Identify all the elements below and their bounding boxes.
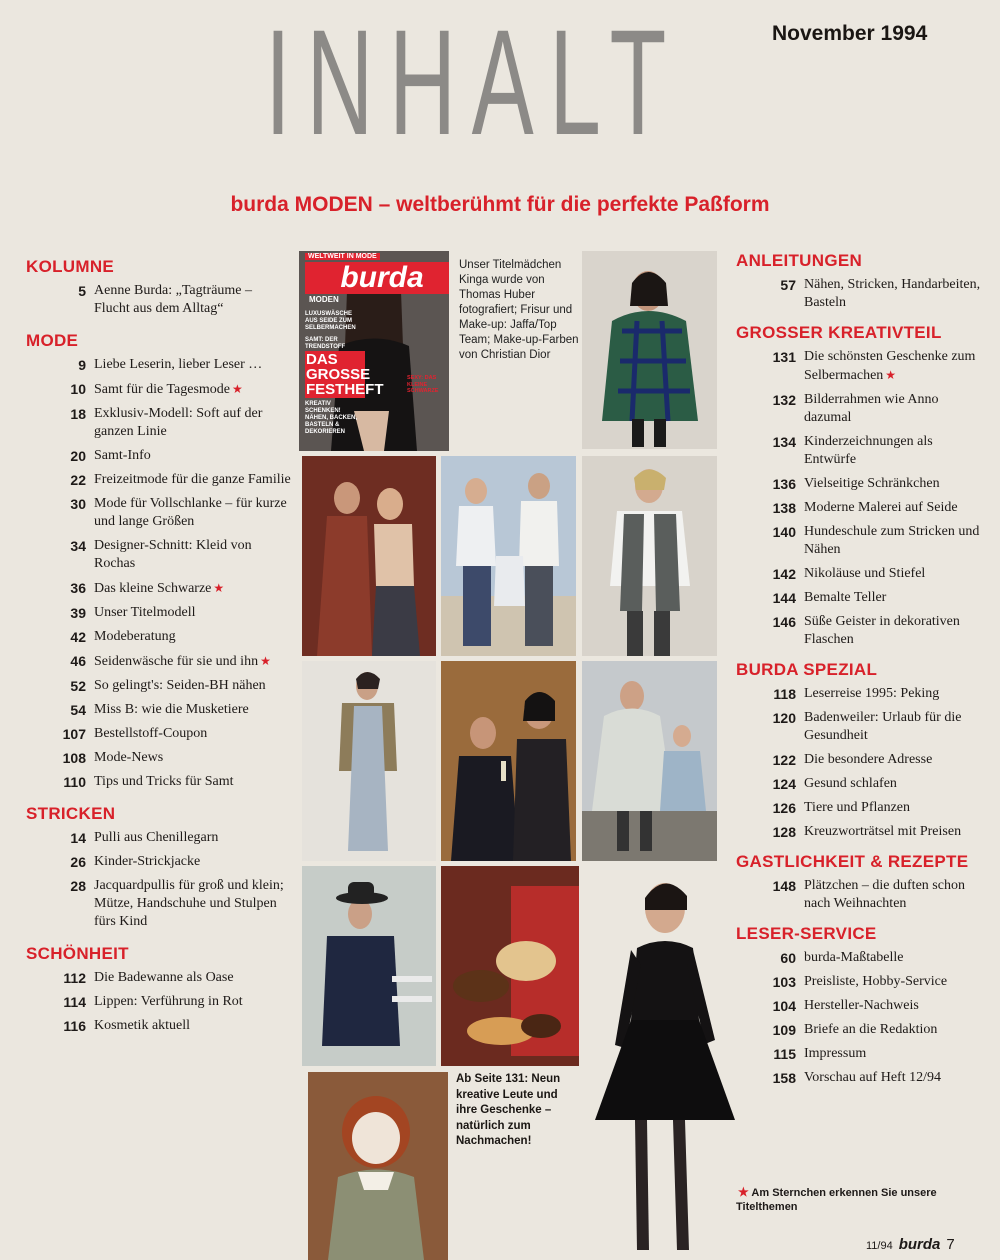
entry-text: Süße Geister in dekorativen Flaschen [804, 614, 960, 647]
toc-entry [736, 949, 981, 967]
entry-title [94, 652, 291, 671]
entry-title [94, 447, 291, 465]
footer-brand: burda [898, 1236, 941, 1253]
entry-title [804, 613, 981, 649]
entry-text: Mode-News [94, 750, 164, 765]
left-toc-column [26, 258, 291, 1035]
entry-text: Das kleine Schwarze [94, 581, 212, 596]
page-ref: 116 [63, 1018, 86, 1034]
entry-text: Kinderzeichnungen als Entwürfe [804, 434, 933, 467]
photo-vest-outfit [582, 456, 717, 656]
toc-entry [736, 775, 981, 793]
toc-entry [26, 725, 291, 743]
photo-rag-doll [308, 1072, 448, 1260]
page-ref: 46 [70, 653, 86, 669]
page-ref: 18 [70, 406, 86, 422]
entry-title [804, 877, 981, 913]
toc-entry [26, 677, 291, 695]
entry-text: Kinder-Strickjacke [94, 854, 201, 869]
entry-title [804, 391, 981, 427]
toc-entry [736, 348, 981, 385]
toc-entry [26, 749, 291, 767]
cover-blurb-creative: KREATIV SCHENKEN! NÄHEN, BACKEN, BASTELN & DEKORIEREN [305, 401, 358, 435]
page-ref: 142 [772, 566, 796, 582]
entry-text: Bemalte Teller [804, 590, 887, 605]
entry-text: Plätzchen – die duften schon nach Weihnachten [804, 878, 965, 911]
toc-entry [26, 495, 291, 531]
entry-title [94, 380, 291, 399]
entry-title [804, 475, 981, 493]
entry-title [804, 949, 981, 967]
toc-section [26, 332, 291, 791]
toc-entry [26, 969, 291, 987]
page-ref: 124 [772, 776, 796, 792]
toc-entry [736, 475, 981, 493]
toc-entry [736, 433, 981, 469]
entry-title [804, 973, 981, 991]
title-topic-star-icon: ★ [213, 581, 225, 595]
footer-issue: 11/94 [866, 1240, 893, 1252]
entry-text: So gelingt's: Seiden-BH nähen [94, 678, 266, 693]
cover-blurb-velvet: SAMT: DER TRENDSTOFF [305, 337, 346, 350]
toc-entry [26, 537, 291, 573]
entry-text: Die besondere Adresse [804, 752, 933, 767]
section-heading: KOLUMNE [26, 257, 115, 276]
entry-title [804, 1045, 981, 1063]
entry-title [94, 993, 291, 1011]
toc-entry [736, 685, 981, 703]
entry-text: Vorschau auf Heft 12/94 [804, 1070, 941, 1085]
cover-blurb-silk: LUXUSWÄSCHE AUS SEIDE ZUM SELBERMACHEN [305, 311, 356, 331]
footnote [736, 1185, 976, 1214]
page-ref: 132 [772, 392, 796, 408]
toc-entry [736, 973, 981, 991]
cover-blurb-sexy: SEXY: DAS KLEINE SCHWARZE [407, 375, 439, 394]
page-ref: 20 [70, 448, 86, 464]
page-ref: 104 [772, 998, 796, 1014]
entry-title [804, 499, 981, 517]
entry-text: Seidenwäsche für sie und ihn [94, 654, 259, 669]
entry-text: Vielseitige Schränkchen [804, 476, 940, 491]
entry-title [94, 579, 291, 598]
page-ref: 158 [772, 1070, 796, 1086]
toc-entry [736, 1045, 981, 1063]
entry-text: Freizeitmode für die ganze Familie [94, 472, 291, 487]
toc-entry [736, 799, 981, 817]
cover-top-line: WELTWEIT IN MODE [305, 253, 380, 260]
page-ref: 42 [70, 629, 86, 645]
toc-entry [26, 471, 291, 489]
photo-family-knitwear [441, 456, 576, 656]
entry-text: Die Badewanne als Oase [94, 970, 234, 985]
toc-section [736, 925, 981, 1087]
right-toc-column [736, 252, 981, 1087]
toc-entry [736, 709, 981, 745]
entry-text: Tiere und Pflanzen [804, 800, 911, 815]
toc-entry [26, 773, 291, 791]
toc-entry [736, 1069, 981, 1087]
entry-title [94, 604, 291, 622]
toc-entry [26, 652, 291, 671]
page-ref: 57 [780, 277, 796, 293]
page-ref: 14 [70, 830, 86, 846]
entry-title [94, 677, 291, 695]
photo-hat-suit [302, 866, 436, 1066]
page-ref: 146 [772, 614, 796, 630]
section-heading: SCHÖNHEIT [26, 944, 129, 963]
entry-text: Miss B: wie die Musketiere [94, 702, 249, 717]
entry-title [804, 823, 981, 841]
page-ref: 122 [772, 752, 796, 768]
entry-text: Nähen, Stricken, Handarbeiten, Basteln [804, 277, 981, 310]
page-title: INHALT [265, 0, 682, 166]
page-number: 7 [946, 1236, 955, 1253]
toc-entry [26, 405, 291, 441]
page-ref: 107 [62, 726, 86, 742]
toc-entry [26, 628, 291, 646]
section-heading: STRICKEN [26, 804, 116, 823]
page-ref: 10 [70, 381, 86, 397]
title-topic-star-icon: ★ [232, 382, 243, 396]
issue-date: November 1994 [772, 22, 928, 45]
toc-entry [26, 447, 291, 465]
entry-title [804, 348, 981, 385]
section-heading: GASTLICHKEIT & REZEPTE [736, 852, 969, 871]
page-ref: 118 [773, 686, 796, 702]
entry-title [804, 751, 981, 769]
entry-title [94, 405, 291, 441]
toc-entry [736, 499, 981, 517]
page-ref: 114 [63, 994, 86, 1010]
entry-text: Mode für Vollschlanke – für kurze und lange Größen [94, 496, 287, 529]
entry-title [94, 749, 291, 767]
entry-text: Bilderrahmen wie Anno dazumal [804, 392, 939, 425]
section-heading: GROSSER KREATIVTEIL [736, 323, 942, 342]
cover-headline: DAS GROSSE FESTHEFT [306, 351, 384, 398]
toc-entry [736, 877, 981, 913]
photo-black-dress-model [575, 870, 745, 1260]
toc-section [736, 661, 981, 841]
toc-entry [26, 701, 291, 719]
toc-entry [736, 523, 981, 559]
craft-caption: Ab Seite 131: Neun kreative Leute und ihre Geschenke – natürlich zum Nachmachen! [456, 1073, 561, 1147]
page-ref: 28 [70, 878, 86, 894]
page-ref: 5 [78, 283, 86, 299]
entry-text: Designer-Schnitt: Kleid von Rochas [94, 538, 252, 571]
entry-title [94, 853, 291, 871]
title-topic-star-icon: ★ [260, 654, 271, 668]
cover-caption: Unser Titelmädchen Kinga wurde von Thomas Huber fotografiert; Frisur und Make-up: Jaffa/Top Team; Make-up-Farben von Christian Dior [459, 259, 579, 361]
entry-text: Nikoläuse und Stiefel [804, 566, 926, 581]
page-ref: 140 [772, 524, 796, 540]
entry-title [94, 877, 291, 931]
entry-text: Modeberatung [94, 629, 176, 644]
page-ref: 52 [70, 678, 86, 694]
toc-entry [736, 589, 981, 607]
toc-entry [26, 356, 291, 374]
toc-entry [26, 282, 291, 318]
entry-text: Gesund schlafen [804, 776, 897, 791]
page-ref: 134 [772, 434, 796, 450]
entry-title [94, 495, 291, 531]
entry-text: Moderne Malerei auf Seide [804, 500, 958, 515]
entry-text: Leserreise 1995: Peking [804, 686, 940, 701]
entry-title [94, 773, 291, 791]
entry-text: Aenne Burda: „Tagträume – Flucht aus dem Alltag“ [94, 283, 253, 316]
entry-title [94, 829, 291, 847]
entry-title [94, 725, 291, 743]
entry-text: Bestellstoff-Coupon [94, 726, 208, 741]
toc-entry [26, 380, 291, 399]
toc-entry [736, 613, 981, 649]
toc-section [26, 258, 291, 318]
title-topic-star-icon: ★ [885, 368, 897, 382]
section-heading: ANLEITUNGEN [736, 251, 863, 270]
footnote-text: Am Sternchen erkennen Sie unsere Titelthemen [736, 1187, 937, 1213]
entry-title [94, 471, 291, 489]
entry-title [804, 775, 981, 793]
toc-entry [736, 997, 981, 1015]
page-ref: 115 [773, 1046, 796, 1062]
page-ref: 110 [63, 774, 86, 790]
entry-title [804, 799, 981, 817]
page-ref: 9 [78, 357, 86, 373]
entry-text: Preisliste, Hobby-Service [804, 974, 948, 989]
entry-title [804, 685, 981, 703]
entry-title [94, 628, 291, 646]
page-ref: 26 [70, 854, 86, 870]
toc-section [26, 805, 291, 931]
toc-section [736, 853, 981, 913]
page-ref: 109 [772, 1022, 796, 1038]
photo-cape-mother-child [582, 661, 717, 861]
toc-entry [26, 877, 291, 931]
tagline: burda MODEN – weltberühmt für die perfekte Paßform [230, 193, 770, 216]
page-ref: 22 [70, 472, 86, 488]
entry-text: Exklusiv-Modell: Soft auf der ganzen Linie [94, 406, 263, 439]
entry-text: Briefe an die Redaktion [804, 1022, 938, 1037]
entry-text: Tips und Tricks für Samt [94, 774, 234, 789]
section-heading: MODE [26, 331, 79, 350]
page-ref: 60 [780, 950, 796, 966]
footnote-star-icon: ★ [738, 1185, 749, 1199]
page-ref: 128 [772, 824, 796, 840]
page-ref: 131 [772, 349, 796, 365]
entry-title [94, 356, 291, 374]
page-ref: 103 [772, 974, 796, 990]
photo-plaid-coat [582, 251, 717, 449]
entry-text: Impressum [804, 1046, 867, 1061]
page-ref: 112 [63, 970, 86, 986]
entry-text: Kosmetik aktuell [94, 1018, 191, 1033]
toc-entry [736, 276, 981, 312]
entry-title [804, 1021, 981, 1039]
entry-text: Hersteller-Nachweis [804, 998, 919, 1013]
entry-title [804, 1069, 981, 1087]
page-ref: 120 [772, 710, 796, 726]
toc-section [26, 945, 291, 1035]
page-ref: 136 [772, 476, 796, 492]
toc-entry [736, 565, 981, 583]
toc-entry [26, 1017, 291, 1035]
entry-title [804, 997, 981, 1015]
page-ref: 36 [70, 580, 86, 596]
cover-photo [299, 251, 449, 451]
entry-text: Samt für die Tagesmode [94, 382, 231, 397]
entry-text: Hundeschule zum Stricken und Nähen [804, 524, 980, 557]
entry-title [94, 282, 291, 318]
section-heading: LESER-SERVICE [736, 924, 877, 943]
toc-entry [26, 853, 291, 871]
toc-entry [736, 1021, 981, 1039]
entry-title [94, 969, 291, 987]
entry-title [94, 1017, 291, 1035]
page-ref: 148 [772, 878, 796, 894]
toc-section [736, 324, 981, 649]
cover-brand: burda [305, 262, 449, 294]
entry-text: Kreuzworträtsel mit Preisen [804, 824, 962, 839]
photo-evening-toast [441, 661, 576, 861]
entry-title [804, 589, 981, 607]
toc-entry [736, 823, 981, 841]
entry-text: Lippen: Verführung in Rot [94, 994, 243, 1009]
page-ref: 34 [70, 538, 86, 554]
toc-entry [26, 579, 291, 598]
entry-text: Unser Titelmodell [94, 605, 196, 620]
entry-title [804, 433, 981, 469]
page-footer [866, 1236, 955, 1253]
entry-title [804, 709, 981, 745]
entry-text: Badenweiler: Urlaub für die Gesundheit [804, 710, 962, 743]
entry-text: Pulli aus Chenillegarn [94, 830, 219, 845]
toc-entry [26, 993, 291, 1011]
page-ref: 39 [70, 605, 86, 621]
entry-title [804, 523, 981, 559]
entry-text: burda-Maßtabelle [804, 950, 904, 965]
section-heading: BURDA SPEZIAL [736, 660, 878, 679]
photo-silk-robes [302, 456, 436, 656]
entry-title [94, 701, 291, 719]
page-ref: 30 [70, 496, 86, 512]
toc-entry [736, 391, 981, 427]
entry-title [804, 276, 981, 312]
toc-entry [26, 604, 291, 622]
toc-entry [26, 829, 291, 847]
photo-christmas-cookies [441, 866, 579, 1066]
entry-title [94, 537, 291, 573]
entry-text: Liebe Leserin, lieber Leser … [94, 357, 263, 372]
entry-text: Samt-Info [94, 448, 151, 463]
page-ref: 126 [772, 800, 796, 816]
cover-sub-brand: MODEN [309, 295, 339, 304]
page-ref: 108 [62, 750, 86, 766]
page-ref: 54 [70, 702, 86, 718]
page-ref: 138 [772, 500, 796, 516]
toc-entry [736, 751, 981, 769]
photo-jumpsuit [302, 661, 436, 861]
page-ref: 144 [772, 590, 796, 606]
entry-text: Jacquardpullis für groß und klein; Mütze, Handschuhe und Stulpen fürs Kind [94, 878, 284, 929]
entry-text: Die schönsten Geschenke zum Selbermachen [804, 349, 976, 383]
entry-title [804, 565, 981, 583]
toc-section [736, 252, 981, 312]
